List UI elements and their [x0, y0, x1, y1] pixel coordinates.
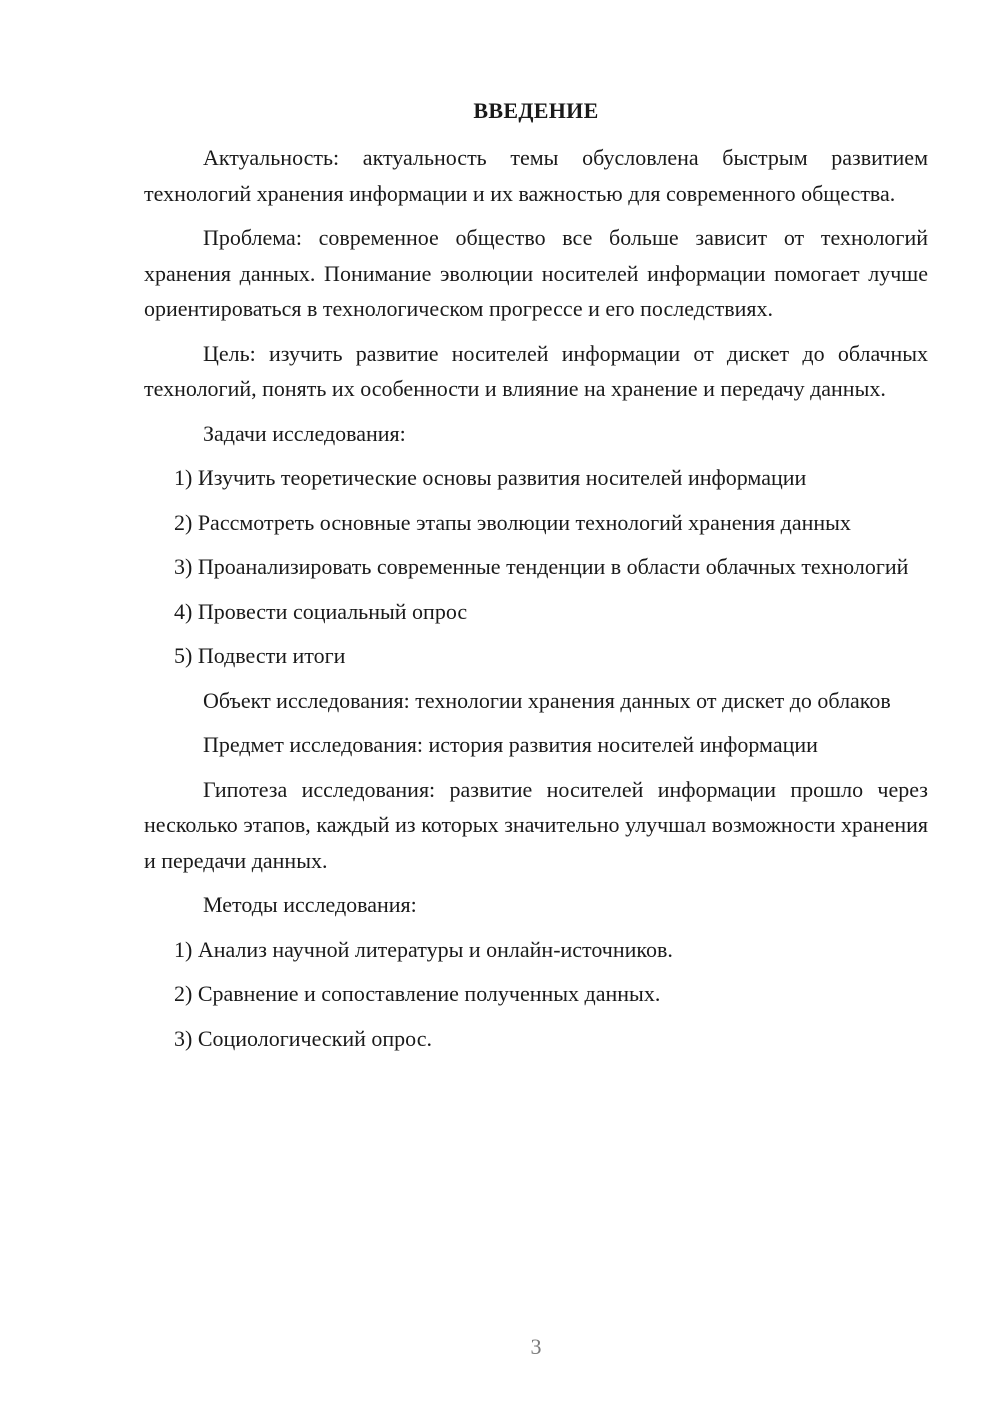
task-item-2: 2) Рассмотреть основные этапы эволюции технологий хранения данных: [174, 509, 851, 535]
goal-paragraph: Цель: изучить развитие носителей информации от дискет до облачных технологий, понять их особенности и влияние на хранение и передачу данных.: [144, 340, 928, 401]
task-item-3: 3) Проанализировать современные тенденции в области облачных технологий: [174, 554, 909, 579]
problem-paragraph: Проблема: современное общество все больше зависит от технологий хранения данных. Понимание эволюции носителей информации помогает лучше ориентироваться в технологическом прогрессе и его последствиях.: [144, 225, 928, 321]
task-item-5: 5) Подвести итоги: [174, 643, 346, 668]
task-item-4: 4) Провести социальный опрос: [174, 598, 468, 624]
method-item-3: 3) Социологический опрос.: [174, 1025, 432, 1051]
hypothesis-paragraph: Гипотеза исследования: развитие носителей информации прошло через несколько этапов, каждый из которых значительно улучшал возможности хранения и передачи данных.: [144, 776, 928, 873]
task-item-1: 1) Изучить теоретические основы развития носителей информации: [174, 465, 807, 490]
subject-paragraph: Предмет исследования: история развития носителей информации: [203, 732, 818, 757]
document-page: [144, 96, 928, 1065]
method-item-2: 2) Сравнение и сопоставление полученных данных.: [174, 981, 661, 1006]
object-paragraph: Объект исследования: технологии хранения данных от дискет до облаков: [203, 687, 891, 713]
section-title: ВВЕДЕНИЕ: [473, 98, 599, 123]
relevance-paragraph: Актуальность: актуальность темы обусловлена быстрым развитием технологий хранения информации и их важностью для современного общества.: [144, 145, 928, 206]
method-item-1: 1) Анализ научной литературы и онлайн-источников.: [174, 936, 673, 962]
methods-heading: Методы исследования:: [203, 892, 417, 917]
tasks-heading: Задачи исследования:: [203, 420, 406, 446]
page-number: 3: [530, 1334, 542, 1359]
